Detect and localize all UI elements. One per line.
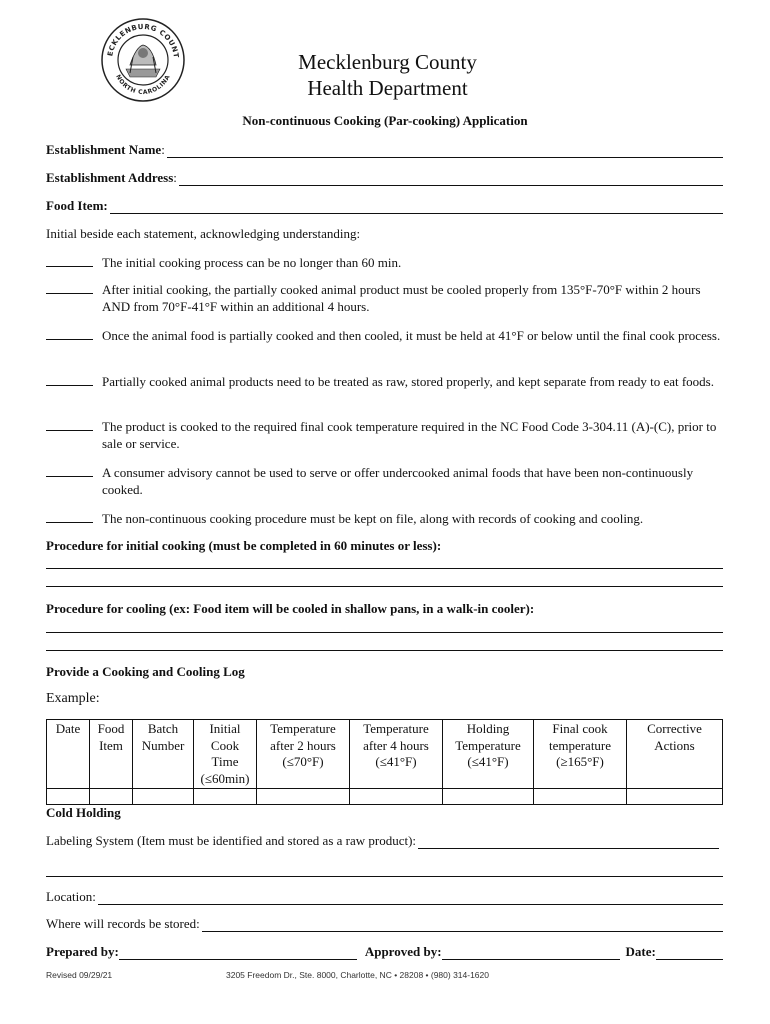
food-item-label: Food Item: — [46, 198, 108, 213]
form-subtitle: Non-continuous Cooking (Par-cooking) Application — [242, 113, 528, 128]
statement-item — [46, 254, 726, 271]
location-field[interactable] — [46, 889, 723, 905]
log-cell[interactable] — [534, 789, 627, 805]
log-cell[interactable] — [627, 789, 723, 805]
log-header-row — [47, 720, 723, 789]
col-temp-2-hours: Temperature after 2 hours (≤70°F) — [257, 720, 350, 789]
location-label: Location: — [46, 889, 96, 904]
col-batch-number: Batch Number — [133, 720, 194, 789]
statement-text: Once the animal food is partially cooked and then cooled, it must be held at 41°F or below until the final cook process. — [102, 328, 721, 343]
col-final-cook-temp: Final cook temperature (≥165°F) — [534, 720, 627, 789]
prepared-by-label: Prepared by: — [46, 944, 119, 959]
statement-text: The product is cooked to the required final cook temperature required in the NC Food Code 3-304.11 (A)-(C), prior to sale or service. — [102, 419, 717, 451]
seal-text-bottom: NORTH CAROLINA — [114, 73, 172, 97]
initial-blank[interactable] — [46, 464, 93, 477]
labeling-system-line-2[interactable] — [46, 876, 723, 877]
instructions-text: Initial beside each statement, acknowledging understanding: — [46, 226, 361, 241]
statement-item — [46, 464, 726, 498]
initial-cooking-procedure-label: Procedure for initial cooking (must be completed in 60 minutes or less): — [46, 538, 442, 553]
log-cell[interactable] — [257, 789, 350, 805]
log-cell[interactable] — [47, 789, 90, 805]
initial-blank[interactable] — [46, 373, 93, 386]
log-cell[interactable] — [133, 789, 194, 805]
col-initial-cook-time: Initial Cook Time (≤60min) — [194, 720, 257, 789]
food-item-line[interactable] — [110, 202, 723, 214]
example-label: Example: — [46, 691, 100, 706]
initial-blank[interactable] — [46, 327, 93, 340]
page-title — [0, 49, 770, 101]
records-storage-field[interactable] — [46, 916, 723, 932]
records-storage-line[interactable] — [202, 920, 723, 932]
records-storage-label: Where will records be stored: — [46, 916, 200, 931]
statement-text: The non-continuous cooking procedure must be kept on file, along with records of cooking and cooling. — [102, 511, 644, 526]
initial-blank[interactable] — [46, 418, 93, 431]
statement-text: A consumer advisory cannot be used to serve or offer undercooked animal foods that have been non-continuously cooked. — [102, 465, 694, 497]
statement-item — [46, 327, 726, 344]
date-label: Date: — [625, 944, 656, 959]
log-heading: Provide a Cooking and Cooling Log — [46, 664, 245, 679]
cooling-line-1[interactable] — [46, 632, 723, 633]
statement-text: After initial cooking, the partially cooked animal product must be cooled properly from 135°F-70°F within 2 hours AND from 70°F-41°F within an additional 4 hours. — [102, 282, 701, 314]
col-date: Date — [47, 720, 90, 789]
title-line-2: Health Department — [307, 76, 468, 100]
title-line-1: Mecklenburg County — [298, 50, 477, 74]
initial-cooking-line-2[interactable] — [46, 586, 723, 587]
establishment-address-field[interactable]: Establishment Address : — [46, 170, 723, 186]
cooking-cooling-log-table — [46, 719, 723, 805]
col-corrective-actions: Corrective Actions — [627, 720, 723, 789]
labeling-system-field[interactable] — [46, 833, 719, 849]
approved-by-label: Approved by: — [364, 944, 442, 959]
initial-blank[interactable] — [46, 281, 93, 294]
col-temp-4-hours: Temperature after 4 hours (≤41°F) — [350, 720, 443, 789]
log-cell[interactable] — [90, 789, 133, 805]
date-line[interactable] — [656, 948, 723, 960]
col-holding-temp: Holding Temperature (≤41°F) — [443, 720, 534, 789]
signature-row — [46, 944, 723, 960]
initial-cooking-line-1[interactable] — [46, 568, 723, 569]
location-line[interactable] — [98, 893, 723, 905]
prepared-by-line[interactable] — [119, 948, 357, 960]
statement-text: Partially cooked animal products need to be treated as raw, stored properly, and kept separate from ready to eat foods. — [102, 374, 714, 389]
log-cell[interactable] — [194, 789, 257, 805]
statement-text: The initial cooking process can be no longer than 60 min. — [102, 255, 402, 270]
establishment-address-line[interactable] — [179, 174, 723, 186]
log-cell[interactable] — [350, 789, 443, 805]
initial-blank[interactable] — [46, 254, 93, 267]
establishment-name-line[interactable] — [167, 146, 723, 158]
log-cell[interactable] — [443, 789, 534, 805]
cooling-procedure-label: Procedure for cooling (ex: Food item will be cooled in shallow pans, in a walk-in cooler): — [46, 601, 535, 616]
cold-holding-heading: Cold Holding — [46, 805, 121, 820]
footer-address: 3205 Freedom Dr., Ste. 8000, Charlotte, NC • 28208 • (980) 314-1620 — [226, 970, 489, 980]
statement-item — [46, 418, 726, 452]
revised-date: Revised 09/29/21 — [46, 970, 113, 980]
log-entry-row[interactable] — [47, 789, 723, 805]
col-food-item: Food Item — [90, 720, 133, 789]
statement-item — [46, 281, 726, 315]
labeling-system-line[interactable] — [418, 837, 719, 849]
food-item-field[interactable] — [46, 198, 723, 214]
establishment-name-label: Establishment Name — [46, 142, 162, 157]
initial-blank[interactable] — [46, 510, 93, 523]
statement-item — [46, 510, 726, 527]
establishment-address-label: Establishment Address — [46, 170, 174, 185]
statement-item — [46, 373, 726, 390]
labeling-system-label: Labeling System (Item must be identified and stored as a raw product): — [46, 833, 417, 848]
approved-by-line[interactable] — [442, 948, 620, 960]
establishment-name-field[interactable]: Establishment Name : — [46, 142, 723, 158]
cooling-line-2[interactable] — [46, 650, 723, 651]
seal-text-top: ECKLENBURG COUNT — [106, 22, 181, 59]
